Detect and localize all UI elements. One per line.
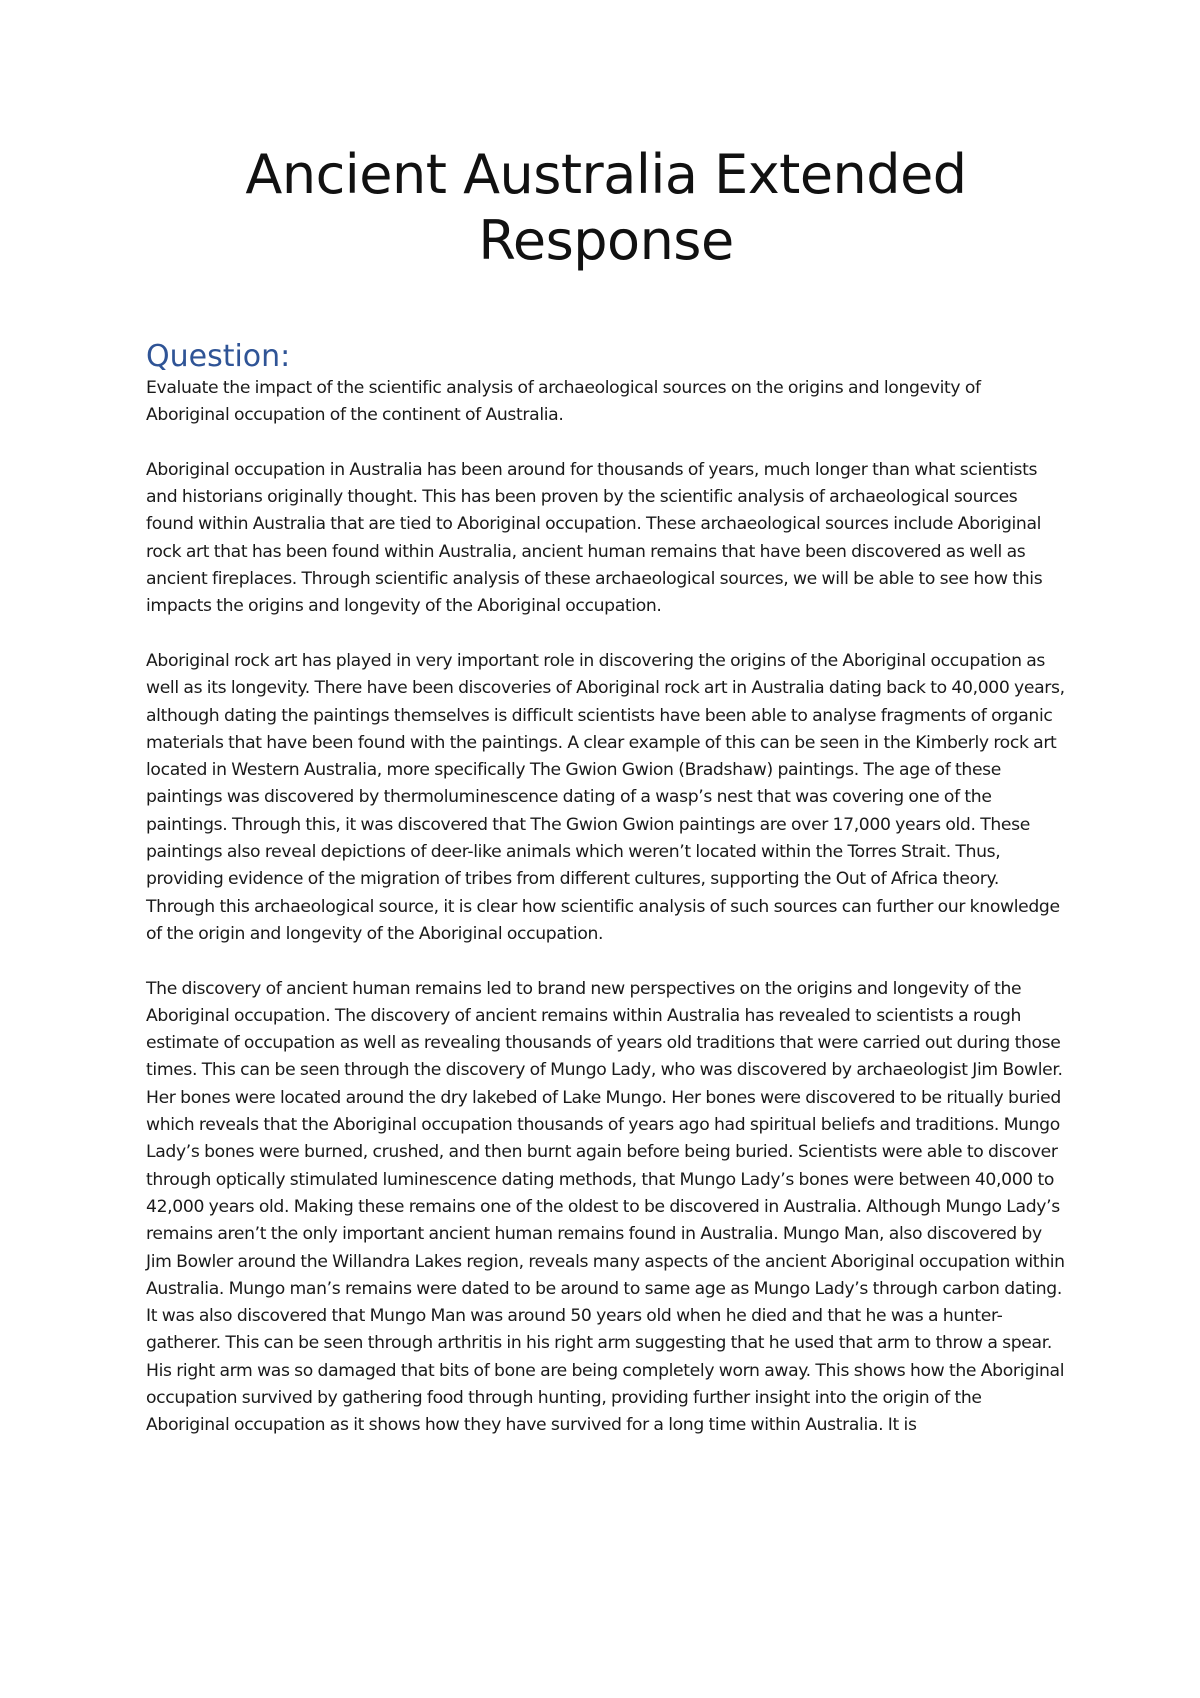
paragraph-human-remains: The discovery of ancient human remains led to brand new perspectives on the origins and longevity of the Aboriginal occupation. The discovery of ancient remains within Australia has revealed to scientists a rough estimate of occupation as well as revealing thousands of years old traditions that were carried out during those times. This can be seen through the discovery of Mungo Lady, who was discovered by archaeologist Jim Bowler. Her bones were located around the dry lakebed of Lake Mungo. Her bones were discovered to be ritually buried which reveals that the Aboriginal occupation thousands of years ago had spiritual beliefs and traditions. Mungo Lady’s bones were burned, crushed, and then burnt again before being buried. Scientists were able to discover through optically stimulated luminescence dating methods, that Mungo Lady’s bones were between 40,000 to 42,000 years old. Making these remains one of the oldest to be discovered in Australia. Although Mungo Lady’s remains aren’t the only important ancient human remains found in Australia. Mungo Man, also discovered by Jim Bowler around the Willandra Lakes region, reveals many aspects of the ancient Aboriginal occupation within Australia. Mungo man’s remains were dated to be around to same age as Mungo Lady’s through carbon dating. It was also discovered that Mungo Man was around 50 years old when he died and that he was a hunter-gatherer. This can be seen through arthritis in his right arm suggesting that he used that arm to throw a spear. His right arm was so damaged that bits of bone are being completely worn away. This shows how the Aboriginal occupation survived by gathering food through hunting, providing further insight into the origin of the Aboriginal occupation as it shows how they have survived for a long time within Australia. It is: [146, 978, 1065, 1436]
question-heading: Question:: [146, 339, 291, 374]
paragraph-introduction: Aboriginal occupation in Australia has been around for thousands of years, much longer than what scientists and historians originally thought. This has been proven by the scientific analysis of archaeological sources found within Australia that are tied to Aboriginal occupation. These archaeological sources include Aboriginal rock art that has been found within Australia, ancient human remains that have been discovered as well as ancient fireplaces. Through scientific analysis of these archaeological sources, we will be able to see how this impacts the origins and longevity of the Aboriginal occupation.: [146, 459, 1043, 617]
document-title: Ancient Australia Extended Response: [245, 143, 967, 272]
document-body: [146, 142, 1066, 1440]
paragraph-rock-art: Aboriginal rock art has played in very important role in discovering the origins of the Aboriginal occupation as well as its longevity. There have been discoveries of Aboriginal rock art in Australia dating back to 40,000 years, although dating the paintings themselves is difficult scientists have been able to analyse fragments of organic materials that have been found with the paintings. A clear example of this can be seen in the Kimberly rock art located in Western Australia, more specifically The Gwion Gwion (Bradshaw) paintings. The age of these paintings was discovered by thermoluminescence dating of a wasp’s nest that was covering one of the paintings. Through this, it was discovered that The Gwion Gwion paintings are over 17,000 years old. These paintings also reveal depictions of deer-like animals which weren’t located within the Torres Strait. Thus, providing evidence of the migration of tribes from different cultures, supporting the Out of Africa theory. Through this archaeological source, it is clear how scientific analysis of such sources can further our knowledge of the origin and longevity of the Aboriginal occupation.: [146, 650, 1065, 944]
question-text: Evaluate the impact of the scientific analysis of archaeological sources on the origins and longevity of Aboriginal occupation of the continent of Australia.: [146, 378, 981, 426]
